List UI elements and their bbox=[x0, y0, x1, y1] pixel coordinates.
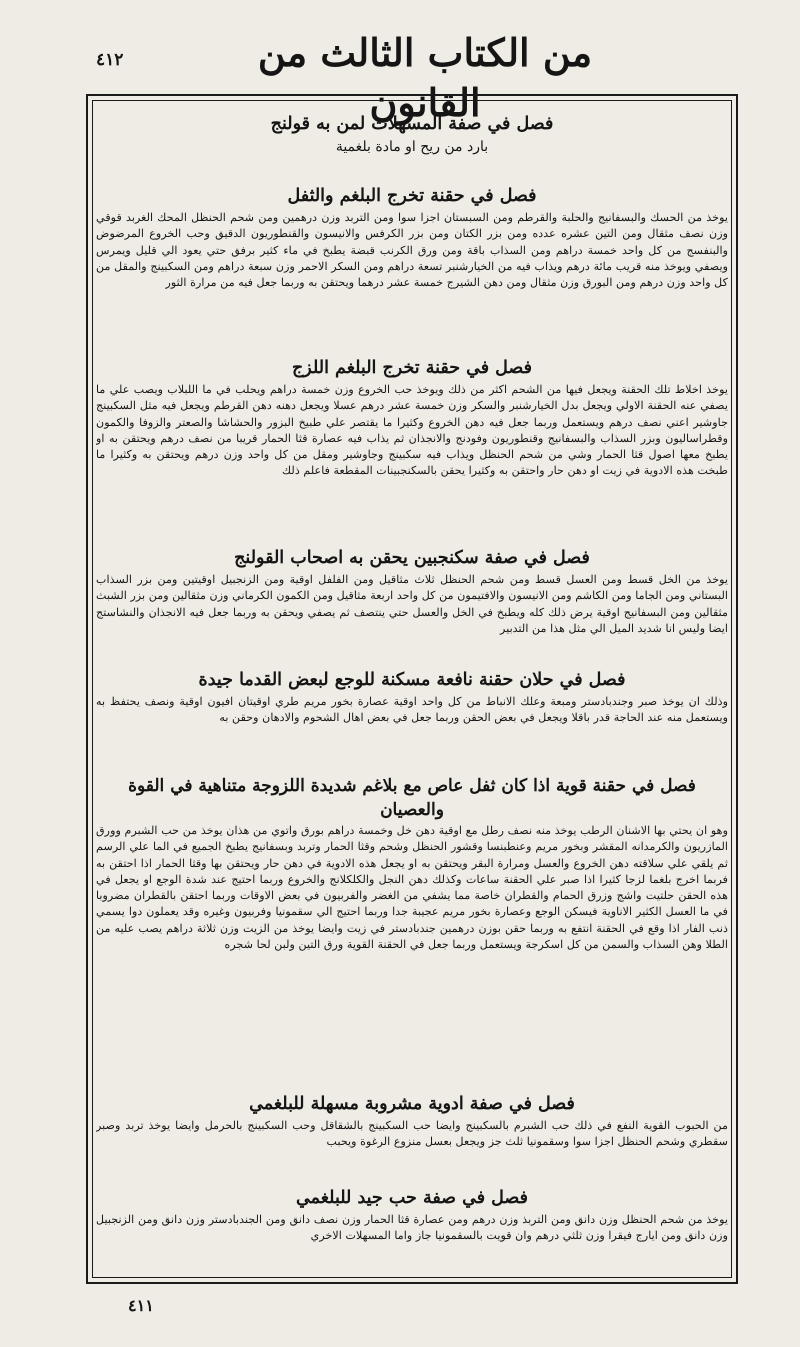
section-7 bbox=[96, 1092, 728, 1186]
section-body: يوخذ اخلاط تلك الحقنة ويجعل فيها من الشحم اكثر من ذلك ويوخذ حب الخروع وزن خمسة دراهم ويحلب في ما اللبلاب ويصب علي ما يصفي عنه الحقنة الاولي ويجعل بدل الخيارشنبر والسكر وزن خمسة عشر درهم عسلا ويجعل دهنه دهن القرطم ويجعل فيه مثل السكبينج جاوشير اعني نصف درهم ويستعمل وربما جعل فيه دهن الخروع وكثيرا ما يقتصر علي طبيخ البزور والحشاشا والصعتر والزوفا والكمون وقطراساليون وبزر السذاب والبسفانيج وقنطوريون وفودنج والانجذان ثم يذاب فيه عصارة قثا الحمار قريبا من نصف درهم ويحتقن به او يطبخ معها اصول قثا الحمار وشي من شحم الحنظل ويذاب فيه سكبينج وجاوشير ومقل من كل واحد وزن درهم ويحتقن به وكثيرا ما طبخت هذه الادوية في زيت او دهن حار واحتقن به وكثيرا يحقن بالسكنجبينات المقطعة فاعلم ذلك bbox=[96, 383, 728, 478]
section-1 bbox=[96, 104, 728, 184]
section-2 bbox=[96, 184, 728, 356]
section-body: وهو ان يحتي بها الاشنان الرطب يوخذ منه نصف رطل مع اوقية دهن خل وخمسة دراهم بورق واتوي من هذان يوخذ من حب الشبرم وورق المازريون والكرمدانه المقشر وبخور مريم وعنطبنسا وقشور الحنظل وشحم وقثا الحمار وتربد وبسفانيج يطبخ الجميع في الما علي الرسم ثم يلقي علي سلاقته دهن الخروع والعسل ومرارة البقر ويحتقن به او يجعل هذه الادوية في دهن حار ويحتقن بها وقثا الحمار اذا احتقن به فربما اخرج بلغما لزجا كثيرا اذا صبر علي الحقنة ساعات وكذلك دهن النجل والكلكلانج والخروع وربما احتيج عند شدة الوجع او يجعل في هذه الحقن حلتيت واشج وزرق الحمام والقطران خاصة مما يشفي من الغضر والفربيون في بعض الاوقات وربما احتقن بالقطران مضروبا في ما العسل الكثير الاناوية فيسكن الوجع وعصارة بخور مريم عجيبة جدا وربما احتيج الي سقمونيا وفربيون وغيره وقد يعملون دوا يسمي ذنب الفار اذا وقع في الحقنة انتفع به وربما حقن بوزن درهمين جندبادستر في زيت وايضا يوخذ من الزيت وزن ثلاثة دراهم يصب عليه من الطلا وهن السذاب والسمن من كل اسكرجة ويستعمل وربما جعل في الحقنة القوية ورق التين ولبن لحا شجره bbox=[96, 824, 728, 952]
section-body: يوخذ من الخل قسط ومن العسل قسط ومن شحم الحنظل ثلاث مثاقيل ومن الفلفل اوقية ومن الزنجبيل اوقيتين ومن بزر السذاب البستاني ومن الجاما ومن الكاشم ومن الانيسون والافتيمون من كل واحد اربعة مثاقيل ومن الكمون الكرماني وزن مثقالين ومن بزر الشبث مثقالين ومن البسفانيج اوقية يرض ذلك كله ويطبخ في الخل والعسل حتي ينتصف ثم يصفي ويحقن به وربما جعل فيه الانجذان والنشاستج ايضا وليس انا شديد الميل الي مثل هذا من التدبير bbox=[96, 573, 728, 635]
section-8 bbox=[96, 1186, 728, 1266]
section-title: فصل في صفة ادوية مشروبة مسهلة للبلغمي bbox=[249, 1094, 575, 1114]
section-6 bbox=[96, 774, 728, 1092]
page-content bbox=[96, 104, 728, 1276]
section-title: فصل في حلان حقنة نافعة مسكنة للوجع لبعض القدما جيدة bbox=[198, 670, 626, 690]
section-body: وذلك ان يوخذ صبر وجندبادستر ومبعة وعلك الانباط من كل واحد اوقية عصارة بخور مريم طري اوقيتان افيون اوقية ونصف يحتفظ به ويستعمل منه عند الحاجة قدر باقلا ويجعل في بعض الحقن وربما جعل في بعض اهال الشحوم والادهان وحقن به bbox=[96, 695, 728, 725]
section-title: فصل في صفة سكنجبين يحقن به اصحاب القولنج bbox=[234, 548, 590, 568]
section-4 bbox=[96, 546, 728, 668]
page-number-top: ٤١٢ bbox=[96, 50, 124, 70]
section-3 bbox=[96, 356, 728, 546]
running-title: من الكتاب الثالث من القانون bbox=[257, 30, 593, 125]
section-5 bbox=[96, 668, 728, 774]
section-body: يوخذ من الحسك والبسفانيج والحلبة والقرطم ومن السبستان اجزا سوا ومن التربد وزن درهمين ومن شحم الحنظل المحك الغربد قوقي وزن نصف مثقال ومن التين عشره عدده ومن بزر الكتان ومن بزر الكرفس والانيسون والقنطوريون الدقيق وحب الخروع المرضوض والبنفسج من كل واحد خمسة دراهم ومن السذاب باقة ومن ورق الكرنب قبضة يطبخ في ماء كثير برفق حتي يعود الي قليل ويمرس ويصفي ويوخذ منه قريب مائة درهم ويذاب فيه من الخيارشنبر تسعة دراهم ومن السكر الاحمر وزن سبعة دراهم ومن السكبينج والمقل من كل واحد وزن درهم ومن البورق وزن مثقال ومن دهن الشيرج خمسة عشر درهما ويحتقن به وربما جعل فيه من مرارة الثور bbox=[96, 211, 728, 290]
section-title: فصل في حقنة تخرج البلغم اللزج bbox=[292, 358, 532, 378]
section-body: من الحبوب القوية النفع في ذلك حب الشبرم بالسكبينج وايضا حب السكبينج بالشقاقل وحب السكبينج بالحرمل وايضا يوخذ تربد وصبر سقطري وشحم الحنظل اجزا سوا وسقمونيا ثلث جز ويجعل بعسل منزوع الرغوة ويحبب bbox=[96, 1119, 728, 1149]
section-title: فصل في صفة حب جيد للبلغمي bbox=[296, 1188, 528, 1208]
section-subtitle: بارد من ريح او مادة بلغمية bbox=[335, 139, 489, 155]
section-title: فصل في صفة المسهلات لمن به قولنج bbox=[270, 114, 554, 134]
page-number-bottom: ٤١١ bbox=[128, 1296, 154, 1315]
section-title: فصل في حقنة قوية اذا كان ثفل عاص مع بلاغم شديدة اللزوجة متناهية في القوة والعصيان bbox=[128, 776, 696, 820]
section-body: يوخذ من شحم الحنظل وزن دانق ومن التربذ وزن درهم ومن عصارة قثا الحمار وزن نصف دانق ومن الجندبادستر وزن دانق ومن الزنجبيل وزن دانق ومن ايارج فيقرا وزن ثلثي درهم وان قويت بالسقمونيا جاز واما المسهلات الاخري bbox=[96, 1213, 728, 1243]
section-title: فصل في حقنة تخرج البلغم والثفل bbox=[287, 186, 537, 206]
